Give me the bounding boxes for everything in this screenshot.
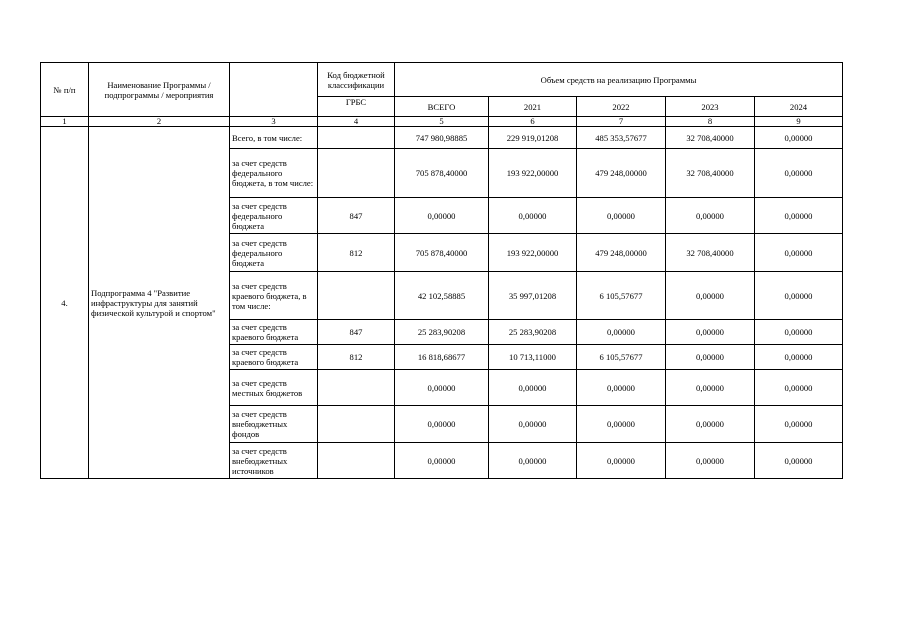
amount-2024: 0,00000 bbox=[755, 127, 843, 149]
amount-2021: 193 922,00000 bbox=[489, 149, 577, 198]
header-empty bbox=[230, 63, 318, 117]
funding-source: за счет средств краевого бюджета bbox=[230, 345, 318, 370]
col-number: 5 bbox=[395, 117, 489, 127]
funding-source: за счет средств федерального бюджета bbox=[230, 234, 318, 272]
amount-2022: 6 105,57677 bbox=[577, 272, 666, 320]
amount-2023: 0,00000 bbox=[666, 198, 755, 234]
header-year-2024: 2024 bbox=[755, 97, 843, 117]
amount-2021: 10 713,11000 bbox=[489, 345, 577, 370]
amount-total: 0,00000 bbox=[395, 406, 489, 443]
grbs-code bbox=[318, 370, 395, 406]
grbs-code bbox=[318, 272, 395, 320]
column-numbers-row bbox=[41, 117, 843, 127]
header-code: Код бюджетной классификации bbox=[318, 63, 395, 97]
amount-2022: 479 248,00000 bbox=[577, 234, 666, 272]
amount-2024: 0,00000 bbox=[755, 149, 843, 198]
amount-2023: 0,00000 bbox=[666, 443, 755, 479]
amount-2022: 479 248,00000 bbox=[577, 149, 666, 198]
amount-2024: 0,00000 bbox=[755, 406, 843, 443]
col-number: 8 bbox=[666, 117, 755, 127]
amount-2023: 32 708,40000 bbox=[666, 127, 755, 149]
section-name: Подпрограмма 4 "Развитие инфраструктуры для занятий физической культурой и спортом" bbox=[89, 127, 230, 479]
grbs-code bbox=[318, 406, 395, 443]
funding-source: за счет средств краевого бюджета, в том числе: bbox=[230, 272, 318, 320]
section-number: 4. bbox=[41, 127, 89, 479]
grbs-code: 812 bbox=[318, 345, 395, 370]
amount-2024: 0,00000 bbox=[755, 370, 843, 406]
amount-total: 0,00000 bbox=[395, 198, 489, 234]
header-row-1 bbox=[41, 63, 843, 97]
amount-total: 0,00000 bbox=[395, 443, 489, 479]
table-row bbox=[41, 127, 843, 149]
col-number: 2 bbox=[89, 117, 230, 127]
col-number: 9 bbox=[755, 117, 843, 127]
funding-source: за счет средств внебюджетных фондов bbox=[230, 406, 318, 443]
amount-2022: 0,00000 bbox=[577, 406, 666, 443]
grbs-code bbox=[318, 127, 395, 149]
header-year-2023: 2023 bbox=[666, 97, 755, 117]
funding-source: за счет средств внебюджетных источников bbox=[230, 443, 318, 479]
amount-2024: 0,00000 bbox=[755, 320, 843, 345]
funding-source: Всего, в том числе: bbox=[230, 127, 318, 149]
amount-2022: 0,00000 bbox=[577, 320, 666, 345]
grbs-code: 847 bbox=[318, 320, 395, 345]
col-number: 7 bbox=[577, 117, 666, 127]
amount-2023: 0,00000 bbox=[666, 406, 755, 443]
amount-2023: 0,00000 bbox=[666, 320, 755, 345]
amount-total: 747 980,98885 bbox=[395, 127, 489, 149]
funding-source: за счет средств федерального бюджета bbox=[230, 198, 318, 234]
header-name: Наименование Программы / подпрограммы / мероприятия bbox=[89, 63, 230, 117]
amount-2022: 0,00000 bbox=[577, 198, 666, 234]
amount-2024: 0,00000 bbox=[755, 272, 843, 320]
amount-2023: 0,00000 bbox=[666, 272, 755, 320]
amount-2022: 0,00000 bbox=[577, 370, 666, 406]
col-number: 3 bbox=[230, 117, 318, 127]
funding-source: за счет средств федерального бюджета, в том числе: bbox=[230, 149, 318, 198]
amount-total: 705 878,40000 bbox=[395, 149, 489, 198]
amount-2024: 0,00000 bbox=[755, 345, 843, 370]
header-total: ВСЕГО bbox=[395, 97, 489, 117]
col-number: 1 bbox=[41, 117, 89, 127]
grbs-code bbox=[318, 149, 395, 198]
amount-2021: 0,00000 bbox=[489, 443, 577, 479]
amount-2024: 0,00000 bbox=[755, 234, 843, 272]
grbs-code bbox=[318, 443, 395, 479]
amount-2024: 0,00000 bbox=[755, 198, 843, 234]
header-year-2021: 2021 bbox=[489, 97, 577, 117]
funding-source: за счет средств краевого бюджета bbox=[230, 320, 318, 345]
amount-2022: 0,00000 bbox=[577, 443, 666, 479]
amount-2023: 0,00000 bbox=[666, 370, 755, 406]
grbs-code: 847 bbox=[318, 198, 395, 234]
col-number: 4 bbox=[318, 117, 395, 127]
amount-total: 705 878,40000 bbox=[395, 234, 489, 272]
header-grbs: ГРБС bbox=[318, 97, 395, 117]
amount-total: 16 818,68677 bbox=[395, 345, 489, 370]
amount-2024: 0,00000 bbox=[755, 443, 843, 479]
funding-source: за счет средств местных бюджетов bbox=[230, 370, 318, 406]
col-number: 6 bbox=[489, 117, 577, 127]
amount-2022: 6 105,57677 bbox=[577, 345, 666, 370]
amount-2021: 0,00000 bbox=[489, 198, 577, 234]
amount-2023: 0,00000 bbox=[666, 345, 755, 370]
amount-2021: 229 919,01208 bbox=[489, 127, 577, 149]
amount-2021: 35 997,01208 bbox=[489, 272, 577, 320]
amount-2021: 25 283,90208 bbox=[489, 320, 577, 345]
amount-2021: 0,00000 bbox=[489, 406, 577, 443]
amount-total: 42 102,58885 bbox=[395, 272, 489, 320]
header-volume: Объем средств на реализацию Программы bbox=[395, 63, 843, 97]
amount-2023: 32 708,40000 bbox=[666, 149, 755, 198]
header-year-2022: 2022 bbox=[577, 97, 666, 117]
amount-2021: 193 922,00000 bbox=[489, 234, 577, 272]
amount-2021: 0,00000 bbox=[489, 370, 577, 406]
amount-2023: 32 708,40000 bbox=[666, 234, 755, 272]
grbs-code: 812 bbox=[318, 234, 395, 272]
header-num: № п/п bbox=[41, 63, 89, 117]
budget-table bbox=[40, 62, 843, 479]
amount-2022: 485 353,57677 bbox=[577, 127, 666, 149]
amount-total: 25 283,90208 bbox=[395, 320, 489, 345]
amount-total: 0,00000 bbox=[395, 370, 489, 406]
